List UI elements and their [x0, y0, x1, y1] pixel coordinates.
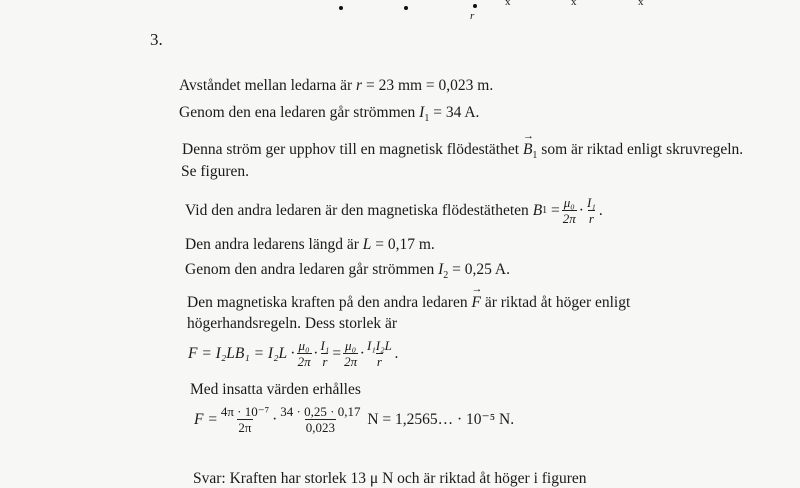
fraction-i1i2l-r: $\frac{\text{I₁I₂L}}{r}$	[366, 338, 392, 369]
answer-line: Svar: Kraften har storlek 13 μ N och är riktad åt höger i figuren	[193, 470, 587, 487]
top-r-label: r	[470, 10, 475, 22]
length-line: Den andra ledarens längd är L = 0,17 m.	[185, 236, 435, 253]
top-dot-3	[473, 4, 477, 8]
top-x-mark-1: x	[505, 0, 511, 8]
fraction-mu0-2pi-b: $\frac{\text{μ₀}}{2\pi}$	[344, 338, 358, 369]
top-dot-2	[404, 6, 408, 10]
force-direction-line: Den magnetiska kraften på den andra ledaren → F är riktad åt höger enligt	[187, 294, 630, 312]
current-2-line: Genom den andra ledaren går strömmen $I_2 = 0,25$ A.	[185, 261, 510, 282]
current-1-line: Genom den ena ledaren går strömmen $I_1 = 34$ A.	[179, 104, 480, 125]
flux-density-line: Denna ström ger upphov till en magnetisk flödestäthet → $B_1$ som är riktad enligt skruvregeln.	[182, 141, 743, 161]
fraction-mu0-2pi: $\frac{\text{μ₀}}{2\pi}$	[562, 195, 576, 226]
distance-line: Avståndet mellan ledarna är r = 23 mm = 0,023 m.	[179, 77, 494, 94]
right-hand-rule-line: högerhandsregeln. Dess storlek är	[187, 315, 398, 332]
numeric-formula-line: F = $\frac{\text{4π · 10⁻⁷}}{2\pi}$ · $\frac{34 \cdot 0,25 \cdot 0,17}{0,023}$ N = 1,2565… · 10⁻⁵ N.	[194, 404, 515, 435]
force-formula-line: F = I₂LB₁ = I₂L · $\frac{\text{μ₀}}{2\pi}$ · $\frac{\text{I₁}}{r}$ = $\frac{\text{μ₀}}{2\pi}$ · $\frac{\text{I₁I₂L}}{r}$ .	[188, 338, 399, 369]
substitution-intro-line: Med insatta värden erhålles	[190, 381, 361, 398]
fraction-i1-r-a: $\frac{\text{I₁}}{r}$	[320, 338, 330, 369]
top-dot-1	[339, 6, 343, 10]
top-x-mark-2: x	[571, 0, 577, 8]
fraction-i1-r: $\frac{\text{I₁}}{r}$	[586, 195, 596, 226]
problem-number: 3.	[150, 30, 163, 49]
flux-formula-line: Vid den andra ledaren är den magnetiska flödestätheten B 1 = $\frac{\text{μ₀}}{2\pi}$ · $\frac{\text{I₁}}{r}$ .	[185, 195, 603, 226]
fraction-4pi-2pi: $\frac{\text{4π · 10⁻⁷}}{2\pi}$	[220, 404, 270, 435]
fraction-numeric-values: $\frac{34 \cdot 0,25 \cdot 0,17}{0,023}$	[280, 404, 361, 435]
fraction-mu0-2pi-a: $\frac{\text{μ₀}}{2\pi}$	[297, 338, 311, 369]
see-figure-line: Se figuren.	[181, 163, 250, 180]
top-x-mark-3: x	[638, 0, 644, 8]
